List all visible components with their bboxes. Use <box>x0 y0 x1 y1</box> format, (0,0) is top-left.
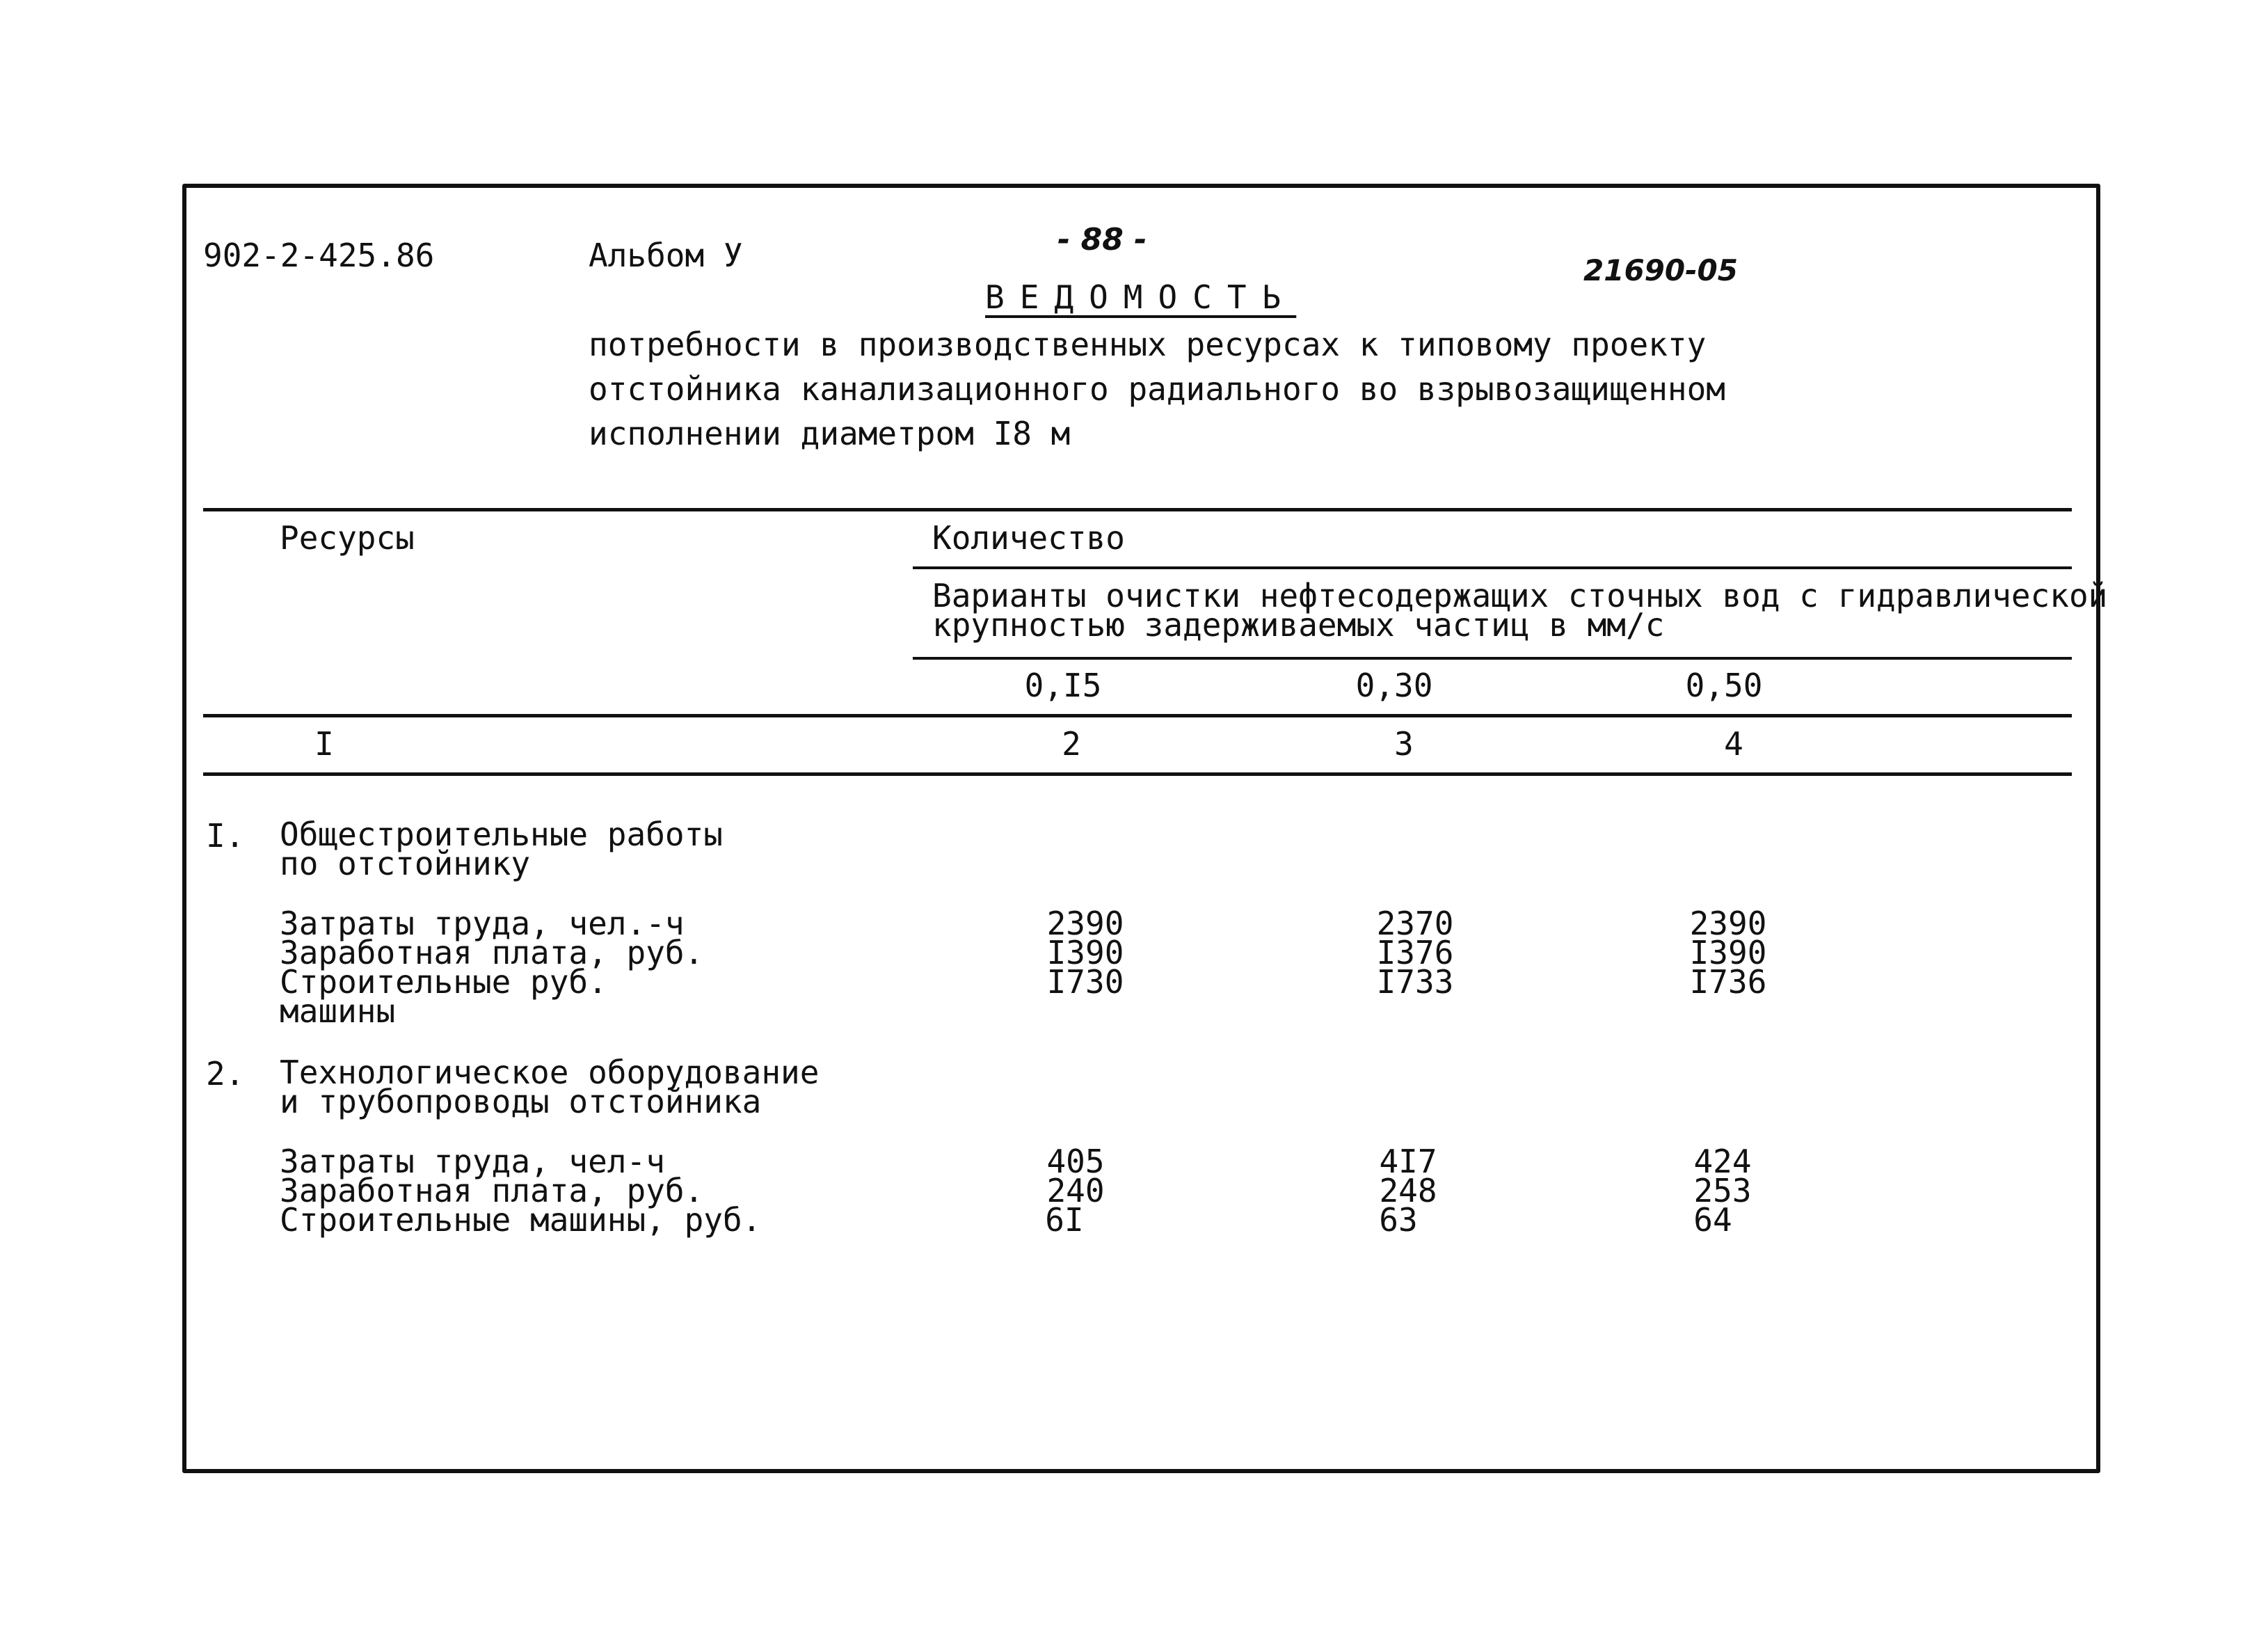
section-1-row-3-label: Строительные руб. <box>280 963 607 1001</box>
s2-r1-v3: 424 <box>1693 1143 1752 1180</box>
colnum-rule <box>203 772 2072 776</box>
section-2-title-line-1: Технологическое оборудование <box>280 1054 820 1091</box>
s2-r2-v2: 248 <box>1379 1172 1437 1209</box>
section-2-row-3-label: Строительные машины, руб. <box>280 1201 762 1239</box>
col-number-2: 2 <box>1062 725 1081 763</box>
section-2-row-1-label: Затраты труда, чел-ч <box>280 1143 665 1180</box>
s1-r2-v3: I390 <box>1689 934 1767 971</box>
s2-r1-v2: 4I7 <box>1379 1143 1437 1180</box>
s1-r3-v2: I733 <box>1376 963 1454 1001</box>
s2-r3-v1: 6I <box>1045 1201 1084 1239</box>
quantity-header: Количество <box>932 519 1125 557</box>
subtitle-line-2: отстойника канализационного радиального во взрывозащищенном <box>589 370 1725 408</box>
s1-r1-v2: 2370 <box>1376 905 1454 942</box>
s2-r1-v1: 405 <box>1046 1143 1105 1180</box>
s1-r1-v1: 2390 <box>1046 905 1124 942</box>
col-number-4: 4 <box>1724 725 1743 763</box>
variants-rule <box>913 657 2072 660</box>
resources-header: Ресурсы <box>280 519 415 557</box>
section-1-title-line-2: по отстойнику <box>280 845 531 882</box>
col-number-1: I <box>314 725 334 763</box>
album-label: Альбом У <box>589 237 743 274</box>
s2-r3-v2: 63 <box>1379 1201 1418 1239</box>
section-1-title-line-1: Общестроительные работы <box>280 816 723 853</box>
s1-r2-v1: I390 <box>1046 934 1124 971</box>
quantity-rule <box>913 566 2072 569</box>
section-1-row-1-label: Затраты труда, чел.-ч <box>280 905 685 942</box>
section-1-row-3-label-2: машины <box>280 992 396 1030</box>
subtitle-line-1: потребности в производственных ресурсах к типовому проекту <box>589 326 1707 363</box>
table-top-rule <box>203 508 2072 511</box>
section-2-number: 2. <box>206 1055 245 1093</box>
s1-r2-v2: I376 <box>1376 934 1454 971</box>
stamp-number: 21690-05 <box>1583 253 1738 287</box>
variant-0-15: 0,I5 <box>1024 667 1102 704</box>
head-bottom-rule <box>203 714 2072 717</box>
s2-r3-v3: 64 <box>1693 1201 1732 1239</box>
section-2-title-line-2: и трубопроводы отстойника <box>280 1083 762 1120</box>
col-number-3: 3 <box>1394 725 1414 763</box>
variant-0-30: 0,30 <box>1355 667 1433 704</box>
s1-r3-v1: I730 <box>1046 963 1124 1001</box>
section-1-number: I. <box>206 817 245 855</box>
section-1-row-2-label: Заработная плата, руб. <box>280 934 704 971</box>
variants-header-line-1: Варианты очистки нефтесодержащих сточных вод с гидравлической <box>932 577 2108 614</box>
s2-r2-v1: 240 <box>1046 1172 1105 1209</box>
section-2-row-2-label: Заработная плата, руб. <box>280 1172 704 1209</box>
page-number: - 88 - <box>1057 222 1147 257</box>
variant-0-50: 0,50 <box>1685 667 1763 704</box>
doc-code: 902-2-425.86 <box>203 237 435 274</box>
s1-r1-v3: 2390 <box>1689 905 1767 942</box>
document-title: ВЕДОМОСТЬ <box>985 278 1297 316</box>
s1-r3-v3: I736 <box>1689 963 1767 1001</box>
s2-r2-v3: 253 <box>1693 1172 1752 1209</box>
subtitle-line-3: исполнении диаметром I8 м <box>589 415 1071 452</box>
variants-header-line-2: крупностью задерживаемых частиц в мм/с <box>932 606 1665 644</box>
